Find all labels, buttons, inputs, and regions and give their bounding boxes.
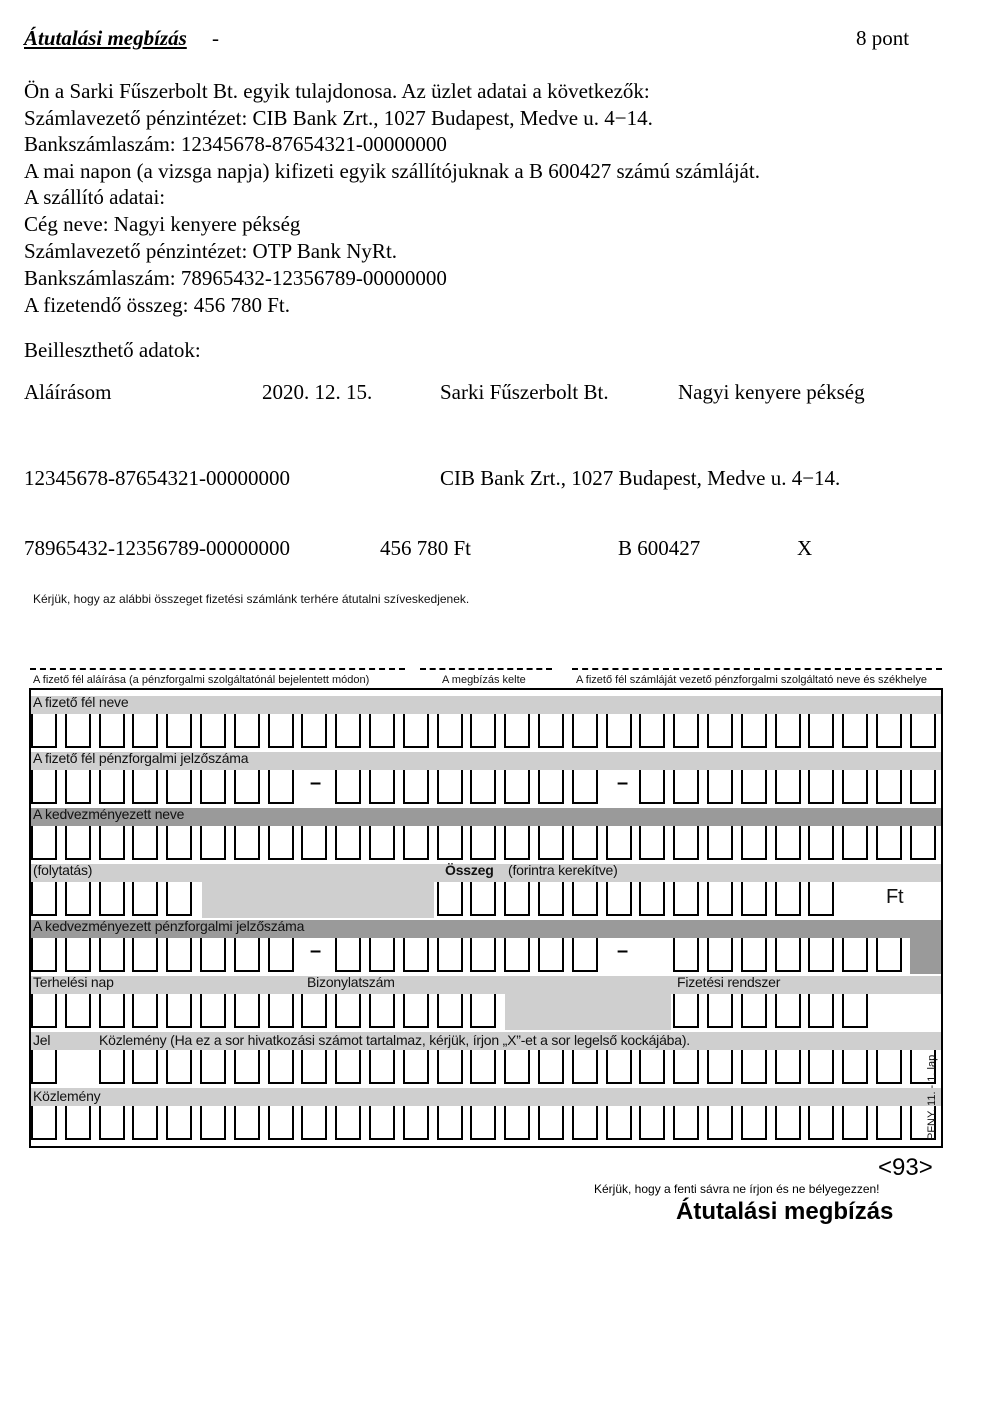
payer-name-cell[interactable] — [470, 714, 496, 748]
insertable-heading: Beilleszthető adatok: — [24, 338, 201, 362]
beneficiary-name-cell[interactable] — [65, 826, 91, 860]
currency-label: Ft — [886, 886, 904, 908]
beneficiary-name-cell[interactable] — [639, 826, 665, 860]
debit-day-cell[interactable] — [200, 994, 226, 1028]
payer-account-cell[interactable] — [504, 770, 530, 804]
remark-reference-cell[interactable] — [200, 1050, 226, 1084]
remark-label: Közlemény — [33, 1088, 101, 1104]
intro-line: Cég neve: Nagyi kenyere pékség — [24, 212, 301, 236]
bank-label: A fizető fél számláját vezető pénzforgalmi szolgáltató neve és székhelye — [576, 674, 927, 686]
remark-cell[interactable] — [572, 1106, 598, 1140]
continuation-label: (folytatás) — [33, 862, 93, 878]
remark-cell[interactable] — [132, 1106, 158, 1140]
remark-cell[interactable] — [166, 1106, 192, 1140]
debit-day-label: Terhelési nap — [33, 974, 114, 990]
beneficiary-account-cell[interactable] — [369, 938, 395, 972]
title-dash: - — [212, 26, 219, 50]
remark-cell[interactable] — [470, 1106, 496, 1140]
payer-account-cell[interactable] — [234, 770, 260, 804]
beneficiary-account-cell[interactable] — [673, 938, 699, 972]
beneficiary-account-cell[interactable] — [234, 938, 260, 972]
beneficiary-account-cell[interactable] — [470, 938, 496, 972]
payer-name-cell[interactable] — [842, 714, 868, 748]
remark-cell[interactable] — [741, 1106, 767, 1140]
payer-name-cell[interactable] — [606, 714, 632, 748]
account-separator: – — [617, 772, 629, 794]
intro-line: Bankszámlaszám: 78965432-12356789-00000000 — [24, 266, 447, 290]
payment-system-cell[interactable] — [707, 994, 733, 1028]
payer-name-cell[interactable] — [808, 714, 834, 748]
beneficiary-name-cell[interactable] — [200, 826, 226, 860]
remark-cell[interactable] — [842, 1106, 868, 1140]
beneficiary-account-cell[interactable] — [437, 938, 463, 972]
beneficiary-name-cell[interactable] — [504, 826, 530, 860]
payer-account-cell[interactable] — [200, 770, 226, 804]
remark-reference-cell[interactable] — [369, 1050, 395, 1084]
amount-cell[interactable] — [572, 882, 598, 916]
date-label: A megbízás kelte — [442, 674, 526, 686]
amount-cell[interactable] — [437, 882, 463, 916]
payer-account-cell[interactable] — [166, 770, 192, 804]
payer-account-label: A fizető fél pénzforgalmi jelzőszáma — [33, 750, 249, 766]
payer-name-cell[interactable] — [234, 714, 260, 748]
debit-day-cell[interactable] — [99, 994, 125, 1028]
beneficiary-account-cell[interactable] — [132, 938, 158, 972]
payer-name-cell[interactable] — [268, 714, 294, 748]
remark-reference-cell[interactable] — [335, 1050, 361, 1084]
remark-reference-cell[interactable] — [741, 1050, 767, 1084]
payer-account-cell[interactable] — [132, 770, 158, 804]
beneficiary-name-cell[interactable] — [876, 826, 902, 860]
beneficiary-account-cell[interactable] — [504, 938, 530, 972]
remark-reference-cell[interactable] — [842, 1050, 868, 1084]
payer-name-cell[interactable] — [673, 714, 699, 748]
insertable-item-invoice-number[interactable]: B 600427 — [618, 536, 701, 560]
bank-line — [572, 668, 942, 670]
remark-reference-label: Közlemény (Ha ez a sor hivatkozási számot tartalmaz, kérjük, írjon „X”-et a sor legelső kockájába). — [99, 1032, 690, 1048]
beneficiary-name-cell[interactable] — [99, 826, 125, 860]
beneficiary-name-cell[interactable] — [741, 826, 767, 860]
beneficiary-account-cell[interactable] — [741, 938, 767, 972]
payer-account-cell[interactable] — [673, 770, 699, 804]
beneficiary-account-cell[interactable] — [775, 938, 801, 972]
beneficiary-name-cell[interactable] — [403, 826, 429, 860]
amount-cell[interactable] — [707, 882, 733, 916]
insertable-item-payer-bank[interactable]: CIB Bank Zrt., 1027 Budapest, Medve u. 4−14. — [440, 466, 841, 490]
remark-reference-cell[interactable] — [470, 1050, 496, 1084]
row-band — [505, 976, 671, 1030]
beneficiary-account-label: A kedvezményezett pénzforgalmi jelzőszáma — [33, 918, 305, 934]
remark-reference-cell[interactable] — [132, 1050, 158, 1084]
remark-cell[interactable] — [234, 1106, 260, 1140]
document-number-cell[interactable] — [301, 994, 327, 1028]
side-code: PFNY. 11. - 1. lap — [926, 1054, 938, 1140]
beneficiary-name-cell[interactable] — [673, 826, 699, 860]
account-separator: – — [310, 940, 322, 962]
intro-line: Számlavezető pénzintézet: CIB Bank Zrt., 1027 Budapest, Medve u. 4−14. — [24, 106, 653, 130]
account-separator: – — [310, 772, 322, 794]
continuation-cell[interactable] — [166, 882, 192, 916]
beneficiary-name-cell[interactable] — [166, 826, 192, 860]
payer-name-label: A fizető fél neve — [33, 694, 129, 710]
document-number-cell[interactable] — [335, 994, 361, 1028]
page-title: Átutalási megbízás — [24, 26, 187, 50]
remark-reference-cell[interactable] — [673, 1050, 699, 1084]
document-number-cell[interactable] — [470, 994, 496, 1028]
remark-cell[interactable] — [808, 1106, 834, 1140]
insertable-item-payer-account[interactable]: 12345678-87654321-00000000 — [24, 466, 290, 490]
remark-reference-cell[interactable] — [99, 1050, 125, 1084]
debit-day-cell[interactable] — [166, 994, 192, 1028]
intro-line: Bankszámlaszám: 12345678-87654321-00000000 — [24, 132, 447, 156]
amount-cell[interactable] — [808, 882, 834, 916]
beneficiary-account-cell[interactable] — [99, 938, 125, 972]
beneficiary-name-cell[interactable] — [132, 826, 158, 860]
beneficiary-name-cell[interactable] — [842, 826, 868, 860]
intro-line: Számlavezető pénzintézet: OTP Bank NyRt. — [24, 239, 398, 263]
remark-reference-cell[interactable] — [538, 1050, 564, 1084]
beneficiary-account-cell[interactable] — [876, 938, 902, 972]
remark-reference-cell[interactable] — [301, 1050, 327, 1084]
amount-cell[interactable] — [741, 882, 767, 916]
beneficiary-name-cell[interactable] — [369, 826, 395, 860]
document-number-cell[interactable] — [437, 994, 463, 1028]
beneficiary-name-label: A kedvezményezett neve — [33, 806, 185, 822]
payer-name-cell[interactable] — [65, 714, 91, 748]
payer-name-cell[interactable] — [132, 714, 158, 748]
beneficiary-name-cell[interactable] — [808, 826, 834, 860]
payment-system-label: Fizetési rendszer — [677, 974, 781, 990]
beneficiary-name-cell[interactable] — [437, 826, 463, 860]
remark-reference-cell[interactable] — [268, 1050, 294, 1084]
intro-line: A fizetendő összeg: 456 780 Ft. — [24, 293, 290, 317]
payer-name-cell[interactable] — [369, 714, 395, 748]
payer-account-cell[interactable] — [842, 770, 868, 804]
beneficiary-name-cell[interactable] — [234, 826, 260, 860]
remark-cell[interactable] — [707, 1106, 733, 1140]
payer-account-cell[interactable] — [775, 770, 801, 804]
payer-account-cell[interactable] — [99, 770, 125, 804]
amount-cell[interactable] — [606, 882, 632, 916]
remark-cell[interactable] — [606, 1106, 632, 1140]
form-code: <93> — [878, 1154, 933, 1181]
remark-reference-cell[interactable] — [572, 1050, 598, 1084]
beneficiary-name-cell[interactable] — [470, 826, 496, 860]
payer-name-cell[interactable] — [335, 714, 361, 748]
remark-reference-cell[interactable] — [234, 1050, 260, 1084]
payer-name-cell[interactable] — [572, 714, 598, 748]
payer-name-cell[interactable] — [437, 714, 463, 748]
beneficiary-account-cell[interactable] — [31, 938, 57, 972]
payer-account-cell[interactable] — [538, 770, 564, 804]
signature-label: A fizető fél aláírása (a pénzforgalmi szolgáltatónál bejelentett módon) — [33, 674, 370, 686]
payment-system-cell[interactable] — [673, 994, 699, 1028]
row-band — [31, 696, 941, 714]
payer-account-cell[interactable] — [403, 770, 429, 804]
remark-reference-cell[interactable] — [707, 1050, 733, 1084]
payer-name-cell[interactable] — [403, 714, 429, 748]
payer-name-cell[interactable] — [200, 714, 226, 748]
sign-label: Jel — [33, 1032, 51, 1048]
payer-name-cell[interactable] — [538, 714, 564, 748]
points-label: 8 pont — [856, 26, 910, 50]
payment-system-cell[interactable] — [842, 994, 868, 1028]
insertable-item-amount[interactable]: 456 780 Ft — [380, 536, 472, 560]
insertable-item-beneficiary-name[interactable]: Nagyi kenyere pékség — [678, 380, 865, 404]
beneficiary-account-cell[interactable] — [268, 938, 294, 972]
beneficiary-account-cell[interactable] — [538, 938, 564, 972]
remark-cell[interactable] — [876, 1106, 902, 1140]
payer-name-cell[interactable] — [301, 714, 327, 748]
footer-title: Átutalási megbízás — [676, 1198, 894, 1225]
insertable-item-x-mark[interactable]: X — [797, 536, 813, 560]
remark-reference-cell[interactable] — [775, 1050, 801, 1084]
remark-cell[interactable] — [504, 1106, 530, 1140]
payer-account-cell[interactable] — [876, 770, 902, 804]
debit-day-cell[interactable] — [268, 994, 294, 1028]
beneficiary-name-cell[interactable] — [538, 826, 564, 860]
remark-cell[interactable] — [403, 1106, 429, 1140]
remark-reference-cell[interactable] — [403, 1050, 429, 1084]
document-number-cell[interactable] — [403, 994, 429, 1028]
payer-account-cell[interactable] — [572, 770, 598, 804]
debit-day-cell[interactable] — [31, 994, 57, 1028]
footer-note: Kérjük, hogy a fenti sávra ne írjon és ne bélyegezzen! — [594, 1182, 880, 1196]
amount-label: Összeg — [445, 862, 494, 878]
payer-account-cell[interactable] — [741, 770, 767, 804]
intro-line: A szállító adatai: — [24, 185, 166, 209]
continuation-cell[interactable] — [132, 882, 158, 916]
signature-line — [30, 668, 405, 670]
amount-cell[interactable] — [538, 882, 564, 916]
remark-cell[interactable] — [99, 1106, 125, 1140]
document-number-cell[interactable] — [369, 994, 395, 1028]
beneficiary-account-cell[interactable] — [166, 938, 192, 972]
remark-reference-cell[interactable] — [808, 1050, 834, 1084]
sign-cell[interactable] — [31, 1050, 57, 1084]
debit-day-cell[interactable] — [132, 994, 158, 1028]
payer-name-cell[interactable] — [99, 714, 125, 748]
row-band — [910, 920, 941, 974]
remark-reference-cell[interactable] — [639, 1050, 665, 1084]
beneficiary-name-cell[interactable] — [707, 826, 733, 860]
insertable-item-beneficiary-account[interactable]: 78965432-12356789-00000000 — [24, 536, 290, 560]
remark-reference-cell[interactable] — [437, 1050, 463, 1084]
beneficiary-account-cell[interactable] — [403, 938, 429, 972]
insertable-item-date[interactable]: 2020. 12. 15. — [262, 380, 373, 404]
remark-cell[interactable] — [335, 1106, 361, 1140]
remark-cell[interactable] — [268, 1106, 294, 1140]
beneficiary-name-cell[interactable] — [572, 826, 598, 860]
row-band — [31, 976, 941, 994]
payer-account-cell[interactable] — [910, 770, 936, 804]
intro-line: Ön a Sarki Fűszerbolt Bt. egyik tulajdonosa. Az üzlet adatai a következők: — [24, 79, 650, 103]
beneficiary-name-cell[interactable] — [335, 826, 361, 860]
debit-day-cell[interactable] — [234, 994, 260, 1028]
amount-cell[interactable] — [673, 882, 699, 916]
payer-name-cell[interactable] — [166, 714, 192, 748]
payer-account-cell[interactable] — [268, 770, 294, 804]
remark-cell[interactable] — [31, 1106, 57, 1140]
remark-cell[interactable] — [775, 1106, 801, 1140]
beneficiary-account-cell[interactable] — [335, 938, 361, 972]
beneficiary-name-cell[interactable] — [301, 826, 327, 860]
beneficiary-account-cell[interactable] — [200, 938, 226, 972]
payer-account-cell[interactable] — [470, 770, 496, 804]
remark-cell[interactable] — [301, 1106, 327, 1140]
remark-cell[interactable] — [437, 1106, 463, 1140]
date-line — [420, 668, 552, 670]
beneficiary-name-cell[interactable] — [606, 826, 632, 860]
beneficiary-name-cell[interactable] — [775, 826, 801, 860]
document-number-label: Bizonylatszám — [307, 974, 395, 990]
payer-name-cell[interactable] — [910, 714, 936, 748]
amount-cell[interactable] — [639, 882, 665, 916]
intro-line: A mai napon (a vizsga napja) kifizeti egyik szállítójuknak a B 600427 számú számláját. — [24, 159, 760, 183]
payer-name-cell[interactable] — [775, 714, 801, 748]
payment-system-cell[interactable] — [808, 994, 834, 1028]
remark-reference-cell[interactable] — [876, 1050, 902, 1084]
form-instruction: Kérjük, hogy az alábbi összeget fizetési számlánk terhére átutalni szíveskedjenek. — [33, 592, 470, 606]
payer-name-cell[interactable] — [504, 714, 530, 748]
beneficiary-name-cell[interactable] — [910, 826, 936, 860]
payer-account-cell[interactable] — [65, 770, 91, 804]
payer-account-cell[interactable] — [707, 770, 733, 804]
remark-cell[interactable] — [673, 1106, 699, 1140]
continuation-cell[interactable] — [99, 882, 125, 916]
beneficiary-account-cell[interactable] — [842, 938, 868, 972]
payer-name-cell[interactable] — [639, 714, 665, 748]
amount-cell[interactable] — [775, 882, 801, 916]
payer-account-cell[interactable] — [335, 770, 361, 804]
row-band — [31, 1088, 941, 1106]
remark-cell[interactable] — [200, 1106, 226, 1140]
remark-reference-cell[interactable] — [166, 1050, 192, 1084]
payer-account-cell[interactable] — [369, 770, 395, 804]
payer-name-cell[interactable] — [707, 714, 733, 748]
remark-cell[interactable] — [65, 1106, 91, 1140]
insertable-item-payer-name[interactable]: Sarki Fűszerbolt Bt. — [440, 380, 609, 404]
beneficiary-account-cell[interactable] — [65, 938, 91, 972]
payer-name-cell[interactable] — [31, 714, 57, 748]
payer-account-cell[interactable] — [31, 770, 57, 804]
payment-system-cell[interactable] — [775, 994, 801, 1028]
beneficiary-account-cell[interactable] — [808, 938, 834, 972]
payer-name-cell[interactable] — [876, 714, 902, 748]
payment-system-cell[interactable] — [741, 994, 767, 1028]
remark-cell[interactable] — [538, 1106, 564, 1140]
row-band — [202, 864, 434, 918]
payer-account-cell[interactable] — [808, 770, 834, 804]
beneficiary-name-cell[interactable] — [268, 826, 294, 860]
continuation-cell[interactable] — [31, 882, 57, 916]
payer-name-cell[interactable] — [741, 714, 767, 748]
remark-reference-cell[interactable] — [504, 1050, 530, 1084]
remark-reference-cell[interactable] — [606, 1050, 632, 1084]
account-separator: – — [617, 940, 629, 962]
remark-cell[interactable] — [639, 1106, 665, 1140]
beneficiary-account-cell[interactable] — [707, 938, 733, 972]
continuation-cell[interactable] — [65, 882, 91, 916]
remark-cell[interactable] — [369, 1106, 395, 1140]
amount-note: (forintra kerekítve) — [508, 862, 618, 878]
payer-account-cell[interactable] — [437, 770, 463, 804]
insertable-item-signature[interactable]: Aláírásom — [24, 380, 112, 404]
debit-day-cell[interactable] — [65, 994, 91, 1028]
payer-account-cell[interactable] — [639, 770, 665, 804]
amount-cell[interactable] — [504, 882, 530, 916]
beneficiary-account-cell[interactable] — [572, 938, 598, 972]
beneficiary-name-cell[interactable] — [31, 826, 57, 860]
amount-cell[interactable] — [470, 882, 496, 916]
